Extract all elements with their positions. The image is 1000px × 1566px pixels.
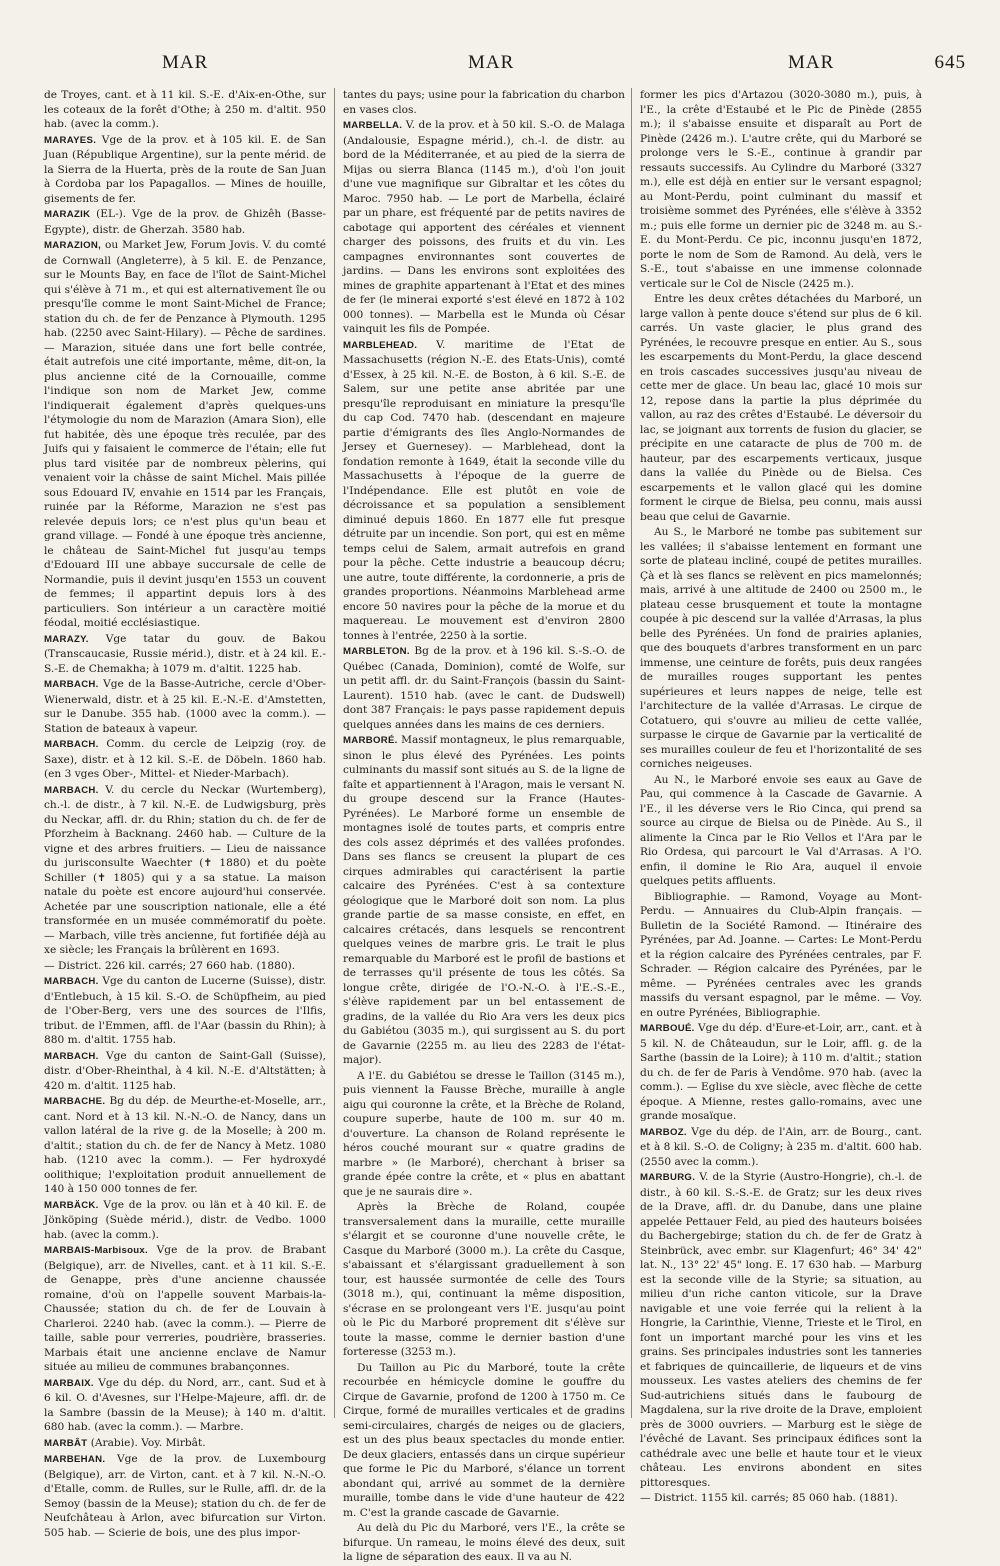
- entry-paragraph: [343, 88, 625, 117]
- entry-text: Massif montagneux, le plus remarquable, sinon le plus élevé des Pyrénées. Les points culminants du massif sont situés au S. de la ligne de faîte et appartiennent à l'Aragon, mais le versant N. du groupe descend sur la France (Hautes-Pyrénées). Le Marboré forme un ensemble de montagnes isolé de toutes parts, et compris entre des cols assez déprimés et des vallées profondes. Dans ses flancs se creusent la plupart de ces cirques admirables qui caractérisent la partie calcaire des Pyrénées. C'est à sa contexture géologique que le Marboré doit son nom. La plus grande partie de sa masse consiste, en effet, en calcaires crétacés, dans lesquels se rencontrent quelques veines de marbre gris. Le trait le plus remarquable du Marboré est le profil de bastions et de terrasses qu'il présente de tous les côtés. Sa longue crête, dirigée de l'O.-N.-O. à l'E.-S.-E., s'élève rapidement par un bel entassement de gradins, de la vallée du Rio Ara vers les deux pics du Gabiétou (3035 m.), qui surgissent au S. du port de Gavarnie (2255 m. au lieu des 2283 de l'état-major).: [343, 734, 625, 1066]
- entry-paragraph: [44, 783, 326, 958]
- entry-headword: MARBACH.: [44, 1050, 99, 1062]
- entry-paragraph: [640, 890, 922, 1021]
- entry-headword: MARBACH.: [44, 976, 99, 987]
- entry-text: Vge de la prov. ou län et à 40 kil. E. de Jönköping (Suède mérid.), distr. de Vedbo. 1000 hab. (avec la comm.).: [44, 1198, 326, 1241]
- entry-text: ou Market Jew, Forum Jovis. V. du comté de Cornwall (Angleterre), à 5 kil. E. de Penzance, sur le Mounts Bay, en face de l'îlot de Saint-Michel qui s'élève à 71 m., et qui est alternativement île ou presqu'île comme le mont Saint-Michel de France; station du ch. de fer de Penzance à Plymouth. 1295 hab. (2250 avec Saint-Hilary). — Pêche de sardines. — Marazion, située dans une fort belle contrée, était autrefois une cité importante, même, dit-on, la plus ancienne cité de la Cornouaille, comme l'indique son nom de Market Jew, comme l'indiquerait également d'après quelques-uns l'étymologie du nom de Marazion (Amara Sion), elle fut habitée, dès une époque très reculée, par des Juifs qui y faisaient le commerce de l'étain; elle fut plus tard visitée par de nombreux pèlerins, qui venaient voir la châsse de saint Michel. Mais pillée sous Edouard IV, envahie en 1514 par les Français, ruinée par la Réforme, Marazion ne s'est pas relevée depuis lors; ce n'est plus qu'un beau et grand village. — Fondé à une époque très ancienne, le château de Saint-Michel fut jusqu'au temps d'Edouard III une abbaye succursale de celle de Normandie, puis il devint jusqu'en 1553 un couvent de femmes; il appartint depuis lors à des particuliers. Son intérieur a un caractère moitié féodal, moitié ecclésiastique.: [44, 239, 326, 629]
- entry-text: — District. 226 kil. carrés; 27 660 hab. (1880).: [44, 959, 296, 972]
- entry-paragraph: [44, 737, 326, 782]
- column-divider: [334, 88, 335, 1418]
- entry-paragraph: [343, 1361, 625, 1521]
- entry-paragraph: [640, 525, 922, 772]
- entry-headword: MARBLEHEAD.: [343, 339, 418, 351]
- entry-text: V. de la prov. et à 50 kil. S.-O. de Malaga (Andalousie, Espagne mérid.), ch.-l. de distr. au bord de la Méditerranée, et au pied de la sierra de Mijas ou sierra Blanca (1145 m.), d'où l'on jouit d'une vue magnifique sur Gibraltar et les côtes du Maroc. 7950 hab. — Le port de Marbella, éclairé par un phare, est fréquenté par de petits navires de cabotage qui apportent des céréales et viennent charger des poissons, des fruits et du vin. Les campagnes environnantes sont couvertes de jardins. — Dans les environs sont exploitées des mines de graphite appartenant à l'Etat et des mines de fer (le minerai exporté s'est élevé en 1872 à 102 000 tonnes). — Marbella est le Munda où César vainquit les fils de Pompée.: [343, 119, 625, 335]
- entry-paragraph: [44, 88, 326, 132]
- entry-paragraph: [44, 238, 326, 631]
- entry-paragraph: [44, 974, 326, 1048]
- entry-text: tantes du pays; usine pour la fabrication du charbon en vases clos.: [343, 89, 625, 116]
- entry-headword: MARBACH.: [44, 679, 99, 690]
- entry-headword: MARBLETON.: [343, 646, 410, 657]
- entry-text: Vge du dép. du Nord, arr., cant. Sud et à 6 kil. O. d'Avesnes, sur l'Helpe-Majeure, affl. dr. de la Sambre (bassin de la Meuse); à 140 m. d'altit. 680 hab. (avec la comm.). — Marbre.: [44, 1376, 326, 1433]
- page-number: 645: [934, 52, 966, 73]
- entry-paragraph: [44, 1049, 326, 1094]
- entry-text: Vge du dép. d'Eure-et-Loir, arr., cant. et à 5 kil. N. de Châteaudun, sur le Loir, affl. g. de la Sarthe (bassin de la Loire); à 110 m. d'altit.; station du ch. de fer de Paris à Vendôme. 970 hab. (avec la comm.). — Eglise du xve siècle, avec flèche de cette époque. A Mienne, restes gallo-romains, avec une grande mosaïque.: [640, 1022, 922, 1122]
- entry-paragraph: [343, 338, 625, 644]
- entry-text: Bg du dép. de Meurthe-et-Moselle, arr., cant. Nord et à 13 kil. N.-N.-O. de Nancy, dans un vallon latéral de la rive g. de la Moselle; à 200 m. d'altit.; station du ch. de fer de Nancy à Metz. 1080 hab. (1210 avec la comm.). — Fer hydroxydé oolithique; l'exploitation produit annuellement de 140 à 150 000 tonnes de fer.: [44, 1095, 327, 1195]
- entry-headword: MARAYES.: [44, 134, 97, 146]
- entry-headword: MARBELLA.: [343, 120, 403, 131]
- entry-paragraph: [44, 207, 326, 237]
- entry-headword: MARBÄCK.: [44, 1199, 99, 1211]
- entry-paragraph: [343, 733, 625, 1068]
- entry-text: Entre les deux crêtes détachées du Marboré, un large vallon à pente douce s'étend sur plus de 6 kil. carrés. Un vaste glacier, le plus grand des Pyrénées, le recouvre presque en entier. Au S., sous les escarpements du Mont-Perdu, la glace descend en trois cascades successives jusqu'au niveau de cette mer de glace. Un beau lac, glacé 10 mois sur 12, repose dans la partie la plus déprimée du vallon, au raz des crêtes d'Estaubé. Le déversoir du lac, se joignant aux torrents de fusion du glacier, se précipite en une cataracte de plus de 700 m. de hauteur, par des escarpements verticaux, jusque dans la vallée du Pinède ou de Bielsa. Ces escarpements et le vallon glacé qui les domine forment le cirque de Bielsa, peu connu, mais aussi beau que celui de Gavarnie.: [640, 293, 922, 523]
- entry-headword: MARBÂT: [44, 1437, 88, 1449]
- entry-text: (EL-). Vge de la prov. de Ghizêh (Basse-Egypte), distr. de Gherzah. 3580 hab.: [44, 208, 326, 236]
- entry-text: Vge de la Basse-Autriche, cercle d'Ober-Wienerwald, distr. et à 25 kil. E.-N.-E. d'Amstetten, sur le Danube. 355 hab. (1000 avec la comm.). — Station de bateaux à vapeur.: [44, 678, 326, 735]
- entry-text: former les pics d'Artazou (3020-3080 m.), puis, à l'E., la crête d'Estaubé et le Pic de Pinède (2855 m.); il s'abaisse ensuite et disparaît au Port de Pinède (2426 m.). L'autre crête, qui du Marboré se prolonge vers le S.-E., continue à grandir par ressauts successifs. Au Cylindre du Marboré (3327 m.), elle est déjà en entier sur le versant espagnol; au Mont-Perdu, point culminant du massif et troisième sommet des Pyrénées, elle s'élève à 3352 m.; puis elle forme un dernier pic de 3248 m. au S.-E. du Mont-Perdu. Ce pic, inconnu jusqu'en 1872, porte le nom de Som de Ramond. Au delà, vers le S.-E., tout s'abaisse en une immense colonnade verticale sur le Col de Niscle (2425 m.).: [640, 89, 922, 290]
- entry-text: V. de la Styrie (Austro-Hongrie), ch.-l. de distr., à 60 kil. S.-S.-E. de Gratz; sur les deux rives de la Drave, affl. dr. du Danube, dans une plaine appelée Pettauer Feld, au pied des hauteurs boisées du Bachergebirge; station du ch. de fer de Gratz à Steinbrück, avec embr. sur Klagenfurt; 46° 34' 42" lat. N., 13° 22' 45" long. E. 17 630 hab. — Marburg est la seconde ville de la Styrie; sa situation, au milieu d'un riche canton viticole, sur la Drave navigable et une voie ferrée qui la relient à la Hongrie, la Carinthie, Vienne, Trieste et le Tirol, en font un important marché pour les vins et les grains. Ses principales industries sont les tanneries et fabriques de quincaillerie, de liqueurs et de vins mousseux. Les vastes ateliers des chemins de fer Sud-autrichiens situés dans le faubourg de Magdalena, sur la rive droite de la Drave, emploient près de 3000 ouvriers. — Marburg est le siège de l'évêché de Lavant. Ses principaux édifices sont la cathédrale avec une belle et haute tour et le vieux château. Les environs abondent en sites pittoresques.: [640, 1171, 922, 1489]
- entry-headword: MARBURG.: [640, 1172, 696, 1183]
- header-right: MAR: [788, 52, 835, 73]
- entry-paragraph: [640, 88, 922, 291]
- entry-paragraph: [44, 632, 326, 677]
- entry-text: A l'E. du Gabiétou se dresse le Taillon (3145 m.), puis viennent la Fausse Brèche, muraille à angle aigu qui couronne la crête, et la Brèche de Roland, coupure superbe, haute de 100 m. sur 40 m. d'ouverture. La chanson de Roland représente le héros couché mourant sur « quatre gradins de marbre » (le Marboré), cherchant à briser sa grande épée contre la crête, et « plus en abattant que je ne saurais dire ».: [343, 1069, 625, 1198]
- entry-text: V. maritime de l'Etat de Massachusetts (région N.-E. des Etats-Unis), comté d'Essex, à 25 kil. N.-E. de Boston, à 6 kil. S.-E. de Salem, sur une petite anse abritée par une presqu'île reproduisant en miniature la presqu'île du cap Cod. 7470 hab. (descendant en majeure partie d'émigrants des îles Anglo-Normandes de Jersey et Guernesey). — Marblehead, dont la fondation remonte à 1649, était la seconde ville du Massachusetts à l'époque de la guerre de l'Indépendance. Elle est plutôt en voie de décroissance et sa population a sensiblement diminué depuis 1860. En 1877 elle fut presque détruite par un incendie. Son port, qui est en même temps celui de Salem, armait autrefois en grand pour la pêche. Cette industrie a beaucoup décru; une autre, toute différente, la cordonnerie, a pris de grandes proportions. Néanmoins Marblehead arme encore 50 navires pour la pêche de la morue et du maquereau. Le mouvement est d'environ 2800 tonnes à l'entrée, 2250 à la sortie.: [343, 338, 625, 642]
- entry-headword: MARBACH.: [44, 784, 99, 796]
- entry-text: de Troyes, cant. et à 11 kil. S.-E. d'Aix-en-Othe, sur les coteaux de la forêt d'Othe; à 250 m. d'altit. 950 hab. (avec la comm.).: [44, 89, 326, 130]
- entry-paragraph: [343, 118, 625, 337]
- entry-headword: MARBACH.: [44, 739, 99, 750]
- entry-headword: MARBACHE.: [44, 1096, 106, 1107]
- entry-text: Vge de la prov. de Brabant (Belgique), arr. de Nivelles, cant. et à 11 kil. S.-E. de Genappe, près d'une ancienne chaussée romaine, d'où on l'appelle souvent Marbais-la-Chaussée; station du ch. de fer de Louvain à Charleroi. 2240 hab. (avec la comm.). — Pierre de taille, sable pour verreries, poudrière, brasseries. Marbais était une ancienne enclave de Namur située au milieu de communes brabançonnes.: [44, 1244, 326, 1373]
- entry-text: Vge du dép. de l'Ain, arr. de Bourg., cant. et à 8 kil. S.-O. de Coligny; à 235 m. d'altit. 600 hab. (2550 avec la comm.).: [640, 1125, 922, 1168]
- header-middle: MAR: [468, 52, 515, 73]
- entry-paragraph: [44, 1376, 326, 1435]
- entry-headword: MARBEHAN.: [44, 1454, 106, 1465]
- entry-text: Au delà du Pic du Marboré, vers l'E., la crête se bifurque. Un rameau, le moins élevé des deux, suit la ligne de séparation des eaux. Il va au N.: [343, 1522, 625, 1563]
- header-left: MAR: [162, 52, 209, 73]
- column-divider: [631, 88, 632, 1418]
- entry-headword: MARAZIK: [44, 209, 91, 220]
- entry-paragraph: [44, 1452, 326, 1540]
- entry-text: Après la Brèche de Roland, coupée transversalement dans la muraille, cette muraille s'élargit et se couronne d'une nouvelle crête, le Casque du Marboré (3000 m.). La crête du Casque, s'abaissant et s'élargissant graduellement à son tour, est haussée surmontée de celle des Tours (3018 m.), qui, continuant la même disposition, s'écrase en se prolongeant vers l'E. jusqu'au point où le Pic du Marboré proprement dit s'élève sur toute la masse, comme le dernier bastion d'une forteresse (3253 m.).: [343, 1201, 625, 1358]
- entry-paragraph: [44, 677, 326, 736]
- entry-paragraph: [343, 1521, 625, 1565]
- entry-text: Vge tatar du gouv. de Bakou (Transcaucasie, Russie mérid.), distr. et à 24 kil. E.-S.-E. de Chemakha; à 1079 m. d'altit. 1225 hab.: [44, 632, 326, 675]
- entry-paragraph: [44, 1198, 326, 1243]
- entry-headword: MARBOZ.: [640, 1126, 687, 1138]
- entry-paragraph: [44, 133, 326, 207]
- entry-paragraph: [640, 1021, 922, 1124]
- entry-paragraph: [44, 1094, 326, 1197]
- column-1: [44, 88, 326, 1541]
- running-header: [44, 52, 966, 86]
- entry-text: Vge de la prov. et à 105 kil. E. de San Juan (République Argentine), sur la pente mérid. de la Sierra de la Huerta, près de la route de San Juan à Cordoba par los Papagallos. — Mines de houille, gisements de fer.: [44, 133, 326, 205]
- entry-paragraph: [343, 1069, 625, 1200]
- entry-paragraph: [44, 959, 326, 974]
- entry-text: Au S., le Marboré ne tombe pas subitement sur les vallées; il s'abaisse lentement en formant une sorte de plateau incliné, coupé de petites murailles. Çà et là ses flancs se relèvent en pics mamelonnés; mais, arrivé à une altitude de 2400 ou 2500 m., le plateau cesse brusquement et toute la montagne coupée à pic descend sur la vallée d'Arrasas, la plus belle des Pyrénées. Un fond de prairies aplanies, que des bouquets d'arbres transforment en un parc immense, une ceinture de forêts, puis deux rangées de murailles rouges supportant les pentes supérieures et leurs nappes de neige, telle est l'architecture de la vallée d'Arrasas. Le cirque de Cotatuero, qui s'ouvre au milieu de cette vallée, surpasse le cirque de Gavarnie par la verticalité de ses murailles couleur de feu et l'horizontalité de ses corniches neigeuses.: [640, 526, 922, 770]
- entry-text: (Arabie). Voy. Mirbât.: [90, 1436, 206, 1449]
- entry-headword: MARBORÉ.: [343, 735, 398, 746]
- entry-headword: MARBAIX.: [44, 1377, 94, 1389]
- entry-headword: MARBOUÉ.: [640, 1023, 695, 1034]
- entry-text: Vge de la prov. de Luxembourg (Belgique), arr. de Virton, cant. et à 7 kil. N.-N.-O. d'Etalle, comm. de Rulles, sur le Rulle, affl. dr. de la Semoy (bassin de la Meuse); station du ch. de fer de Neufchâteau à Arlon, avec bifurcation sur Virton. 505 hab. — Scierie de bois, une des plus impor-: [44, 1453, 327, 1539]
- entry-paragraph: [640, 1491, 922, 1506]
- entry-paragraph: [44, 1436, 326, 1452]
- entry-headword: MARAZY.: [44, 633, 89, 645]
- entry-text: Du Taillon au Pic du Marboré, toute la crête recourbée en hémicycle domine le gouffre du Cirque de Gavarnie, profond de 1200 à 1750 m. Ce Cirque, formé de murailles verticales et de gradins semi-circulaires, chargés de neiges ou de glaciers, est un des plus beaux spectacles du monde entier. De deux glaciers, entassés dans un cirque supérieur que forme le Pic du Marboré, s'élance un torrent abondant qui, arrivé au sommet de la dernière muraille, tombe dans le vide d'une hauteur de 422 m. C'est la grande cascade de Gavarnie.: [343, 1361, 625, 1519]
- entry-paragraph: [640, 773, 922, 889]
- entry-text: Vge du canton de Lucerne (Suisse), distr. d'Entlebuch, à 15 kil. S.-O. de Schüpfheim, au pied de l'Ober-Berg, vers une des sources de l'Ilfis, tribut. de l'Emmen, affl. de l'Aar (bassin du Rhin); à 880 m. d'altit. 1755 hab.: [44, 975, 326, 1046]
- entry-text: Bibliographie. — Ramond, Voyage au Mont-Perdu. — Annuaires du Club-Alpin français. — Bulletin de la Société Ramond. — Itinéraire des Pyrénées, par Ad. Joanne. — Cartes: Le Mont-Perdu et la région calcaire des Pyrénées centrales, par F. Schrader. — Région calcaire des Pyrénées, par le même. — Pyrénées centrales avec les grands massifs du versant espagnol, par le même. — Voy. en outre Pyrénées, Bibliographie.: [640, 890, 922, 1019]
- entry-text: V. du cercle du Neckar (Wurtemberg), ch.-l. de distr., à 7 kil. N.-E. de Ludwigsburg, près du Neckar, affl. dr. du Rhin; station du ch. de fer de Pforzheim à Backnang. 2460 hab. — Culture de la vigne et des arbres fruitiers. — Lieu de naissance du jurisconsulte Waechter (✝ 1880) et du poète Schiller (✝ 1805) qui y a sa statue. La maison natale du poète est encore aujourd'hui conservée. Achetée par une souscription nationale, elle a été transformée en un musée commémoratif du poète. — Marbach, ville très ancienne, fut fortifiée déjà au xe siècle; les Français la brûlèrent en 1693.: [44, 783, 326, 956]
- entry-paragraph: [343, 1200, 625, 1360]
- entry-headword: MARAZION,: [44, 240, 102, 251]
- entry-paragraph: [640, 1170, 922, 1490]
- column-2: [343, 88, 625, 1566]
- entry-paragraph: [640, 1125, 922, 1170]
- entry-paragraph: [640, 292, 922, 524]
- entry-text: Au N., le Marboré envoie ses eaux au Gave de Pau, qui commence à la Cascade de Gavarnie. A l'E., il les déverse vers le Rio Cinca, qui prend sa source au cirque de Bielsa ou de Pinède. Au S., il alimente la Cinca par le Rio Vellos et l'Ara par le Rio Ordesa, qui parcourt le Val d'Arrasas. A l'O. enfin, il domine le Rio Ara, auquel il envoie quelques petits affluents.: [640, 773, 922, 887]
- entry-text: — District. 1155 kil. carrés; 85 060 hab. (1881).: [640, 1492, 898, 1504]
- entry-text: Vge du canton de Saint-Gall (Suisse), distr. d'Ober-Rheinthal, à 4 kil. N.-E. d'Altstätten; à 420 m. d'altit. 1125 hab.: [44, 1049, 326, 1092]
- column-3: [640, 88, 922, 1507]
- entry-headword: MARBAIS-Marbisoux.: [44, 1245, 149, 1256]
- entry-text: Comm. du cercle de Leipzig (roy. de Saxe), distr. et à 12 kil. S.-E. de Döbeln. 1860 hab. (en 3 vges Ober-, Mittel- et Nieder-Marbach).: [44, 738, 326, 780]
- entry-text: Bg de la prov. et à 196 kil. S.-S.-O. de Québec (Canada, Dominion), comté de Wolfe, sur un petit affl. dr. du Saint-François (bassin du Saint-Laurent). 1510 hab. (avec le cant. de Dudswell) dont 387 Français: le pays passe rapidement depuis quelques années dans les mains de ces derniers.: [343, 645, 625, 731]
- entry-paragraph: [44, 1243, 326, 1375]
- entry-paragraph: [343, 644, 625, 732]
